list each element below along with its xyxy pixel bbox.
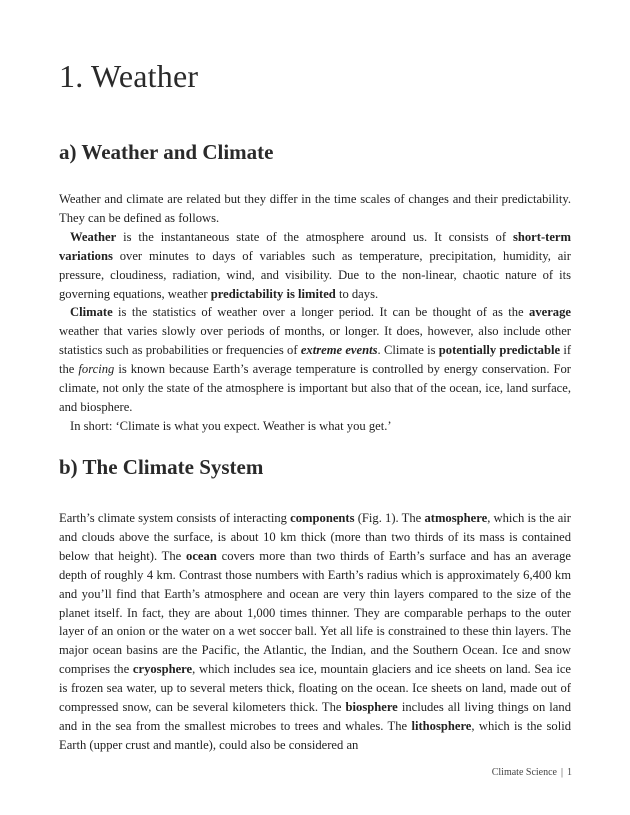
term-average: average [529, 305, 571, 320]
term-lithosphere: lithosphere [411, 718, 472, 733]
section-b-body [59, 509, 571, 755]
term-atmosphere: atmosphere [424, 511, 488, 525]
intro-paragraph: Weather and climate are related but they differ in the time scales of changes and their predictability. They can be defined as follows. [59, 192, 571, 225]
text-segment: if the [59, 343, 572, 377]
text-segment: covers more than two thirds of Earth’s surface and has an average depth of roughly 4 km. Contrast those numbers with Earth’s radius which is approximately 6,400 km and you’ll find that Earth’s atmosphere and ocean are very thin layers compared to the size of the planet itself. In fact, they are about 1,000 times thinner. They are comparable perhaps to the outer layer of an onion or the water on a wet soccer ball. Yet all life is constrained to these thin layers. The major ocean basins are the Pacific, the Atlantic, the Indian, and the Southern Ocean. Ice and snow comprises the [59, 548, 571, 677]
footer-separator: | [560, 767, 563, 778]
page-number: 1 [567, 767, 572, 778]
term-biosphere: biosphere [345, 700, 398, 715]
climate-system-paragraph [59, 509, 571, 755]
term-short-term-variations: short-term variations [59, 229, 571, 263]
text-segment: weather that varies slowly over periods of months, or longer. It does, however, also include other statistics such as probabilities or frequencies of [59, 324, 571, 358]
text-segment: to days. [335, 286, 379, 301]
term-forcing: forcing [78, 362, 115, 377]
term-cryosphere: cryosphere [132, 662, 193, 677]
text-segment: , which is the solid Earth (upper crust and mantle), could also be considered an [59, 718, 571, 752]
text-segment: , which is the air and clouds above the surface, is about 10 km thick (more than two thirds of its mass is contained below that height). The [59, 511, 571, 563]
text-segment: , which includes sea ice, mountain glaciers and ice sheets on land. Sea ice is frozen sea water, up to several meters thick, floating on the ocean. Ice sheets on land, made out of compressed snow, can be several kilometers thick. The [59, 662, 572, 715]
text-segment: is the instantaneous state of the atmosphere around us. It consists of [116, 229, 513, 244]
term-weather: Weather [70, 229, 117, 244]
term-ocean: ocean [186, 548, 217, 563]
term-components: components [290, 511, 355, 525]
section-heading-weather-and-climate: a) Weather and Climate [59, 140, 274, 164]
chapter-title: 1. Weather [59, 58, 199, 94]
text-segment: (Fig. 1). The [354, 511, 425, 525]
summary-quote-paragraph: In short: ‘Climate is what you expect. Weather is what you get.’ [70, 418, 392, 433]
footer-book-title: Climate Science [491, 767, 557, 778]
term-extreme-events: extreme events [300, 343, 378, 358]
weather-definition-paragraph [59, 228, 571, 304]
text-segment: is known because Earth’s average temperature is controlled by energy conservation. For climate, not only the state of the atmosphere is important but also that of the ocean, ice, land surface, and biosphere. [59, 362, 571, 414]
text-segment: includes all living things on land and in the sea from the smallest microbes to trees and whales. The [59, 700, 571, 733]
text-segment: . Climate is [377, 343, 439, 358]
section-heading-climate-system: b) The Climate System [59, 455, 264, 479]
term-climate: Climate [70, 305, 113, 320]
text-segment: over minutes to days of variables such as temperature, precipitation, humidity, air pressure, cloudiness, radiation, wind, and visibility. Due to the non-linear, chaotic nature of its governing equations, weather [59, 248, 571, 301]
section-a-body [59, 190, 571, 436]
page-footer [492, 767, 572, 778]
climate-definition-paragraph [59, 303, 571, 416]
text-segment: is the statistics of weather over a longer period. It can be thought of as the [112, 305, 530, 320]
term-predictability-limited: predictability is limited [210, 286, 336, 301]
term-potentially-predictable: potentially predictable [438, 343, 561, 358]
text-segment: Earth’s climate system consists of interacting [59, 511, 291, 525]
